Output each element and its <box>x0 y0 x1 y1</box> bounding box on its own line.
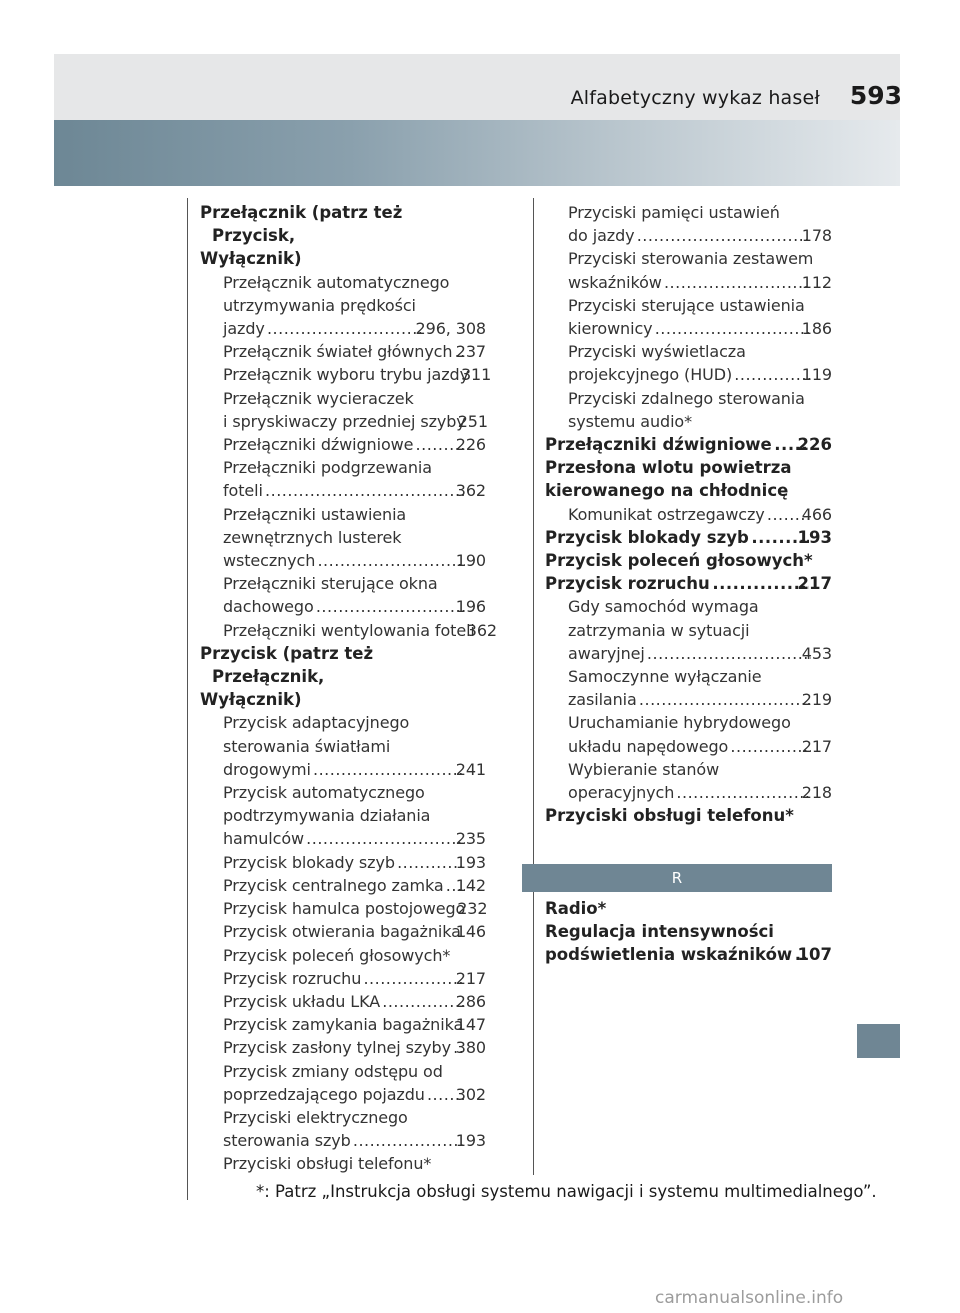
index-entry-term: operacyjnych <box>568 783 675 803</box>
page-reference[interactable]: 296, 308 <box>415 319 486 339</box>
leader-dots <box>711 572 809 595</box>
index-entry <box>545 526 832 549</box>
page-reference[interactable]: 380 <box>455 1038 486 1058</box>
index-entry <box>223 503 486 573</box>
leader-dots <box>266 317 425 340</box>
index-entry-line: Przełączniki podgrzewania <box>223 458 432 478</box>
page-reference[interactable]: 466 <box>801 504 832 524</box>
index-entry-line: Przycisk adaptacyjnego <box>223 713 410 733</box>
index-entry <box>223 572 486 618</box>
index-entry-line: kierowanego na chłodnicę <box>545 481 789 501</box>
index-entry-line: sterowania światłami <box>223 736 391 756</box>
index-entry <box>568 247 832 293</box>
index-entry <box>223 1106 486 1152</box>
index-entry-term: i spryskiwaczy przedniej szyby <box>223 411 466 431</box>
leader-dots <box>305 827 465 850</box>
index-entry <box>545 549 832 572</box>
index-entry-line: Przyciski obsługi telefonu* <box>223 1154 432 1174</box>
page-reference[interactable]: 218 <box>801 783 832 803</box>
index-entry-line: Przycisk zmiany odstępu od <box>223 1061 443 1081</box>
section-letter-bar: R <box>522 864 832 892</box>
page-reference[interactable]: 193 <box>797 527 832 547</box>
index-entry-line: Przycisk poleceń głosowych* <box>223 945 451 965</box>
index-entry-line: Przesłona wlotu powietrza <box>545 458 792 478</box>
page-reference[interactable]: 311 <box>460 365 492 385</box>
index-entry <box>223 990 486 1013</box>
leader-dots <box>312 758 465 781</box>
page-reference[interactable]: 107 <box>797 945 832 965</box>
index-entry <box>223 387 486 433</box>
index-entry <box>568 711 832 757</box>
page-reference[interactable]: 193 <box>455 852 486 872</box>
index-entry-term: Przełączniki dźwigniowe <box>223 435 414 455</box>
page-reference[interactable]: 190 <box>455 551 486 571</box>
section-tab <box>857 1024 900 1058</box>
index-entry-line: zatrzymania w sytuacji <box>568 620 750 640</box>
page-reference[interactable]: 112 <box>801 272 832 292</box>
index-entry-term: drogowymi <box>223 759 311 779</box>
index-entry-term: zasilania <box>568 690 637 710</box>
index-entry-line: Uruchamianie hybrydowego <box>568 713 791 733</box>
index-entry <box>223 271 486 341</box>
index-entry <box>568 665 832 711</box>
leader-dots <box>352 1129 465 1152</box>
index-column-right <box>545 201 832 827</box>
leader-dots <box>315 595 465 618</box>
index-entry <box>223 1060 486 1106</box>
page-reference[interactable]: 178 <box>801 226 832 246</box>
index-entry-term: Przełączniki dźwigniowe <box>545 435 772 455</box>
index-entry-term: hamulców <box>223 829 304 849</box>
index-entry-term: Przycisk centralnego zamka <box>223 875 444 895</box>
index-entry-term: kierownicy <box>568 319 653 339</box>
index-entry-line: Przyciski pamięci ustawień <box>568 203 780 222</box>
index-entry-line: Przycisk automatycznego <box>223 783 425 803</box>
page-number: 593 <box>849 81 902 110</box>
index-entry-line: Gdy samochód wymaga <box>568 597 759 617</box>
leader-dots <box>675 781 811 804</box>
index-entry-line: podtrzymywania działania <box>223 806 431 826</box>
index-entry <box>545 897 832 920</box>
index-entry-line: Przełączniki ustawienia <box>223 504 407 524</box>
index-entry-line: Wyłącznik) <box>200 249 302 269</box>
index-entry <box>223 456 486 502</box>
index-entry <box>568 387 832 433</box>
page-reference[interactable]: 235 <box>455 829 486 849</box>
page-reference[interactable]: 226 <box>455 435 486 455</box>
index-entry <box>223 874 486 897</box>
column-divider-left <box>187 198 188 1200</box>
index-entry <box>200 201 486 271</box>
index-entry-line: Przełącznik automatycznego <box>223 272 450 292</box>
index-entry-line: Wybieranie stanów <box>568 759 720 779</box>
index-entry <box>545 433 832 456</box>
leader-dots <box>663 271 811 294</box>
index-entry-term: dachowego <box>223 597 314 617</box>
index-entry <box>223 619 498 642</box>
index-entry-term: wskaźników <box>568 272 662 292</box>
index-entry <box>223 920 486 943</box>
header-title: Alfabetyczny wykaz haseł <box>570 87 820 109</box>
leader-dots <box>264 479 465 502</box>
index-entry <box>568 294 832 340</box>
column-divider-middle <box>533 198 534 1175</box>
page-reference[interactable]: 147 <box>455 1015 486 1035</box>
index-entry <box>223 340 486 363</box>
index-entry-term: wstecznych <box>223 551 316 571</box>
page-reference[interactable]: 217 <box>797 574 832 594</box>
index-column-left <box>200 201 498 1176</box>
index-entry <box>223 433 486 456</box>
index-entry <box>545 804 832 827</box>
index-entry-term: podświetlenia wskaźników <box>545 945 793 965</box>
index-entry-term: Przełącznik świateł głównych <box>223 342 453 362</box>
page-reference[interactable]: 241 <box>455 759 486 779</box>
index-entry-term: układu napędowego <box>568 736 729 756</box>
index-entry-line: Przyciski wyświetlacza <box>568 342 746 362</box>
leader-dots <box>362 967 464 990</box>
index-entry-line: Przyciski obsługi telefonu* <box>545 806 794 826</box>
index-entry-term: Komunikat ostrzegawczy <box>568 504 765 524</box>
index-entry-term: Przycisk zasłony tylnej szyby <box>223 1038 451 1058</box>
index-entry-term: do jazdy <box>568 226 635 246</box>
leader-dots <box>636 224 811 247</box>
index-entry-line: Samoczynne wyłączanie <box>568 667 762 687</box>
index-entry <box>223 781 486 851</box>
index-entry <box>223 944 486 967</box>
page-reference[interactable]: 146 <box>455 922 486 942</box>
index-entry <box>223 1013 486 1036</box>
page-reference[interactable]: 362 <box>455 481 486 501</box>
page-reference[interactable]: 251 <box>457 411 488 431</box>
index-entry <box>223 967 486 990</box>
index-entry-line: Przełączniki sterujące okna <box>223 574 438 594</box>
page-reference[interactable]: 302 <box>455 1084 486 1104</box>
index-entry-term: foteli <box>223 481 263 501</box>
index-entry-line: Przyciski sterujące ustawienia <box>568 295 805 315</box>
index-entry-line: Przyciski sterowania zestawem <box>568 249 814 269</box>
index-entry-term: poprzedzającego pojazdu <box>223 1084 425 1104</box>
index-entry-line: Przełącznik wycieraczek <box>223 388 414 408</box>
index-entry <box>223 1152 486 1175</box>
leader-dots <box>316 549 464 572</box>
footnote: *: Patrz „Instrukcja obsługi systemu nawigacji i systemu multimedialnego”. <box>256 1182 877 1201</box>
index-entry-term: Przycisk układu LKA <box>223 991 381 1011</box>
page-reference[interactable]: 237 <box>455 342 486 362</box>
index-entry <box>568 758 832 804</box>
index-entry <box>545 572 832 595</box>
index-entry-line: Przycisk (patrz też Przełącznik, <box>200 643 374 687</box>
index-entry-term: awaryjnej <box>568 643 645 663</box>
index-entry-line: Regulacja intensywności <box>545 922 774 942</box>
index-entry <box>223 711 486 781</box>
index-entry <box>568 595 832 665</box>
page-reference[interactable]: 219 <box>801 690 832 710</box>
index-entry-line: Przyciski zdalnego sterowania <box>568 388 805 408</box>
index-entry <box>545 920 832 966</box>
index-entry <box>223 1036 486 1059</box>
index-entry-line: Przyciski elektrycznego <box>223 1107 408 1127</box>
leader-dots <box>381 990 465 1013</box>
page-reference[interactable]: 226 <box>797 435 832 455</box>
watermark: carmanualsonline.info <box>655 1288 844 1308</box>
leader-dots <box>396 851 465 874</box>
index-entry-line: zewnętrznych lusterek <box>223 527 402 547</box>
index-entry <box>223 363 492 386</box>
index-entry-term: Przycisk otwierania bagażnika <box>223 922 461 942</box>
page-reference[interactable]: 186 <box>801 319 832 339</box>
leader-dots <box>638 688 811 711</box>
index-column-right-section-r <box>545 897 832 967</box>
page-reference[interactable]: 196 <box>455 597 486 617</box>
index-entry <box>223 897 486 920</box>
index-entry-term: Przełącznik wyboru trybu jazdy <box>223 365 469 385</box>
page-reference[interactable]: 217 <box>455 968 486 988</box>
index-entry-line: utrzymywania prędkości <box>223 295 416 315</box>
index-entry-term: jazdy <box>223 319 265 339</box>
leader-dots <box>654 317 811 340</box>
index-entry-line: Wyłącznik) <box>200 690 302 710</box>
page-reference[interactable]: 217 <box>801 736 832 756</box>
page-reference[interactable]: 286 <box>455 991 486 1011</box>
page-reference[interactable]: 232 <box>457 899 488 919</box>
index-entry-term: projekcyjnego (HUD) <box>568 365 733 385</box>
index-entry <box>568 340 832 386</box>
index-entry <box>200 642 486 712</box>
index-entry-term: Przycisk blokady szyb <box>223 852 395 872</box>
index-entry-term: Przycisk hamulca postojowego <box>223 899 466 919</box>
leader-dots <box>646 642 811 665</box>
page-reference[interactable]: 362 <box>466 620 498 640</box>
index-entry <box>568 503 832 526</box>
page-reference[interactable]: 453 <box>801 643 832 663</box>
index-entry-term: Przełączniki wentylowania foteli <box>223 620 475 640</box>
leader-dots <box>733 363 811 386</box>
index-entry-line: systemu audio* <box>568 411 693 431</box>
index-entry-line: Radio* <box>545 899 607 918</box>
index-entry-term: Przycisk rozruchu <box>223 968 362 988</box>
index-entry <box>545 456 832 502</box>
index-entry-term: sterowania szyb <box>223 1131 351 1151</box>
index-entry-term: Przycisk rozruchu <box>545 574 710 594</box>
index-entry <box>568 201 832 247</box>
leader-dots <box>729 735 811 758</box>
page-reference[interactable]: 119 <box>801 365 832 385</box>
index-entry-term: Przycisk blokady szyb <box>545 527 749 547</box>
index-entry-term: Przycisk zamykania bagażnika <box>223 1015 464 1035</box>
page-reference[interactable]: 193 <box>455 1131 486 1151</box>
decorative-band <box>54 120 900 186</box>
page-reference[interactable]: 142 <box>455 875 486 895</box>
index-entry <box>223 851 486 874</box>
index-entry-line: Przycisk poleceń głosowych* <box>545 551 813 571</box>
index-entry-line: Przełącznik (patrz też Przycisk, <box>200 203 403 246</box>
